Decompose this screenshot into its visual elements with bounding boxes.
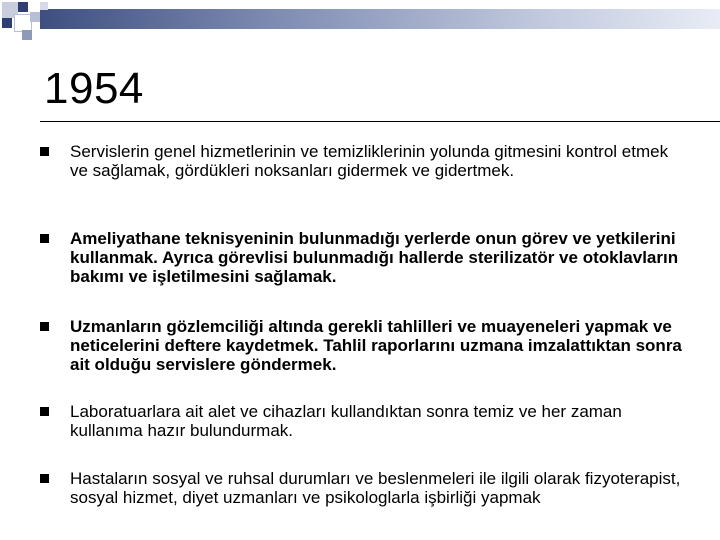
bullet-text: Servislerin genel hizmetlerinin ve temizliklerinin yolunda gitmesini kontrol etmek ve sağlamak, gördükleri noksanları gidermek ve gidertmek. (70, 142, 669, 180)
slide-title: 1954 (44, 64, 144, 113)
bullet-text: Ameliyathane teknisyeninin bulunmadığı yerlerde onun görev ve yetkilerini kullanmak. Ayrıca görevlisi bulunmadığı hallerde sterilizatör ve otoklavların bakımı ve işletilmesini sağlamak. (70, 229, 679, 286)
square-bullet-icon (40, 147, 49, 156)
header-gradient-bar (40, 9, 720, 29)
decorative-header-band (0, 0, 720, 44)
title-divider (40, 121, 720, 122)
bullet-text: Laboratuarlara ait alet ve cihazları kullandıktan sonra temiz ve her zaman kullanıma hazır bulundurmak. (70, 402, 622, 440)
decor-square (2, 18, 12, 28)
square-bullet-icon (40, 474, 49, 483)
bullet-text: Hastaların sosyal ve ruhsal durumları ve beslenmeleri ile ilgili olarak fizyoterapist, sosyal hizmet, diyet uzmanları ve psikologlarla işbirliği yapmak (70, 469, 681, 507)
square-bullet-icon (40, 322, 49, 331)
decor-square (30, 12, 40, 22)
square-bullet-icon (40, 234, 49, 243)
square-bullet-icon (40, 407, 49, 416)
decor-square (22, 30, 32, 40)
decor-square (18, 2, 28, 12)
decor-square (40, 2, 48, 10)
bullet-text: Uzmanların gözlemciliği altında gerekli tahlilleri ve muayeneleri yapmak ve neticelerini deftere kaydetmek. Tahlil raporlarını uzmana imzalattıktan sonra ait olduğu servislere göndermek. (70, 317, 682, 374)
